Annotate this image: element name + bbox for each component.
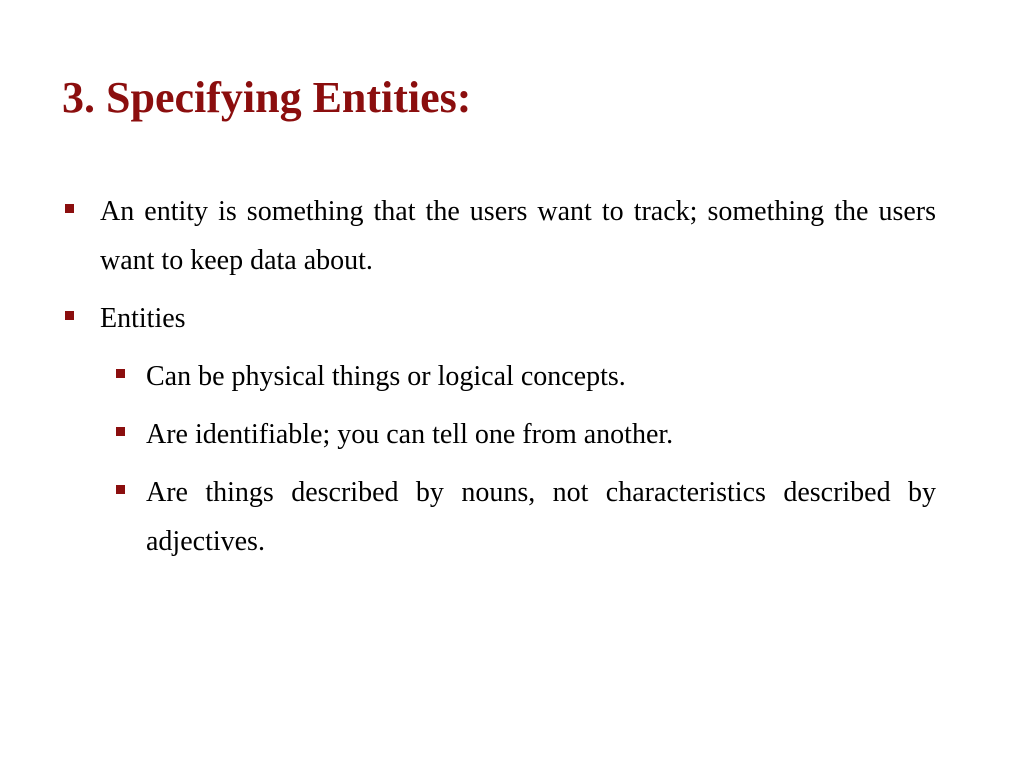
- square-bullet-icon: [65, 204, 74, 213]
- bullet-item-entity-definition: [100, 187, 936, 285]
- sub-bullet-text: Can be physical things or logical concepts.: [146, 361, 626, 392]
- sub-bullet-item-physical-logical: [146, 352, 936, 401]
- sub-bullet-item-identifiable: [146, 410, 936, 459]
- bullet-text: Entities: [100, 303, 186, 334]
- square-bullet-icon: [116, 369, 125, 378]
- square-bullet-icon: [116, 485, 125, 494]
- square-bullet-icon: [65, 311, 74, 320]
- bullet-item-entities: [100, 294, 936, 343]
- bullet-text: An entity is something that the users want to track; something the users want to keep data about.: [100, 196, 936, 276]
- sub-bullet-text: Are things described by nouns, not characteristics described by adjectives.: [146, 477, 936, 557]
- square-bullet-icon: [116, 427, 125, 436]
- sub-bullet-item-nouns: [146, 468, 936, 566]
- slide-title: 3. Specifying Entities:: [62, 73, 472, 122]
- bullet-list: [0, 187, 1024, 575]
- sub-bullet-text: Are identifiable; you can tell one from another.: [146, 419, 674, 450]
